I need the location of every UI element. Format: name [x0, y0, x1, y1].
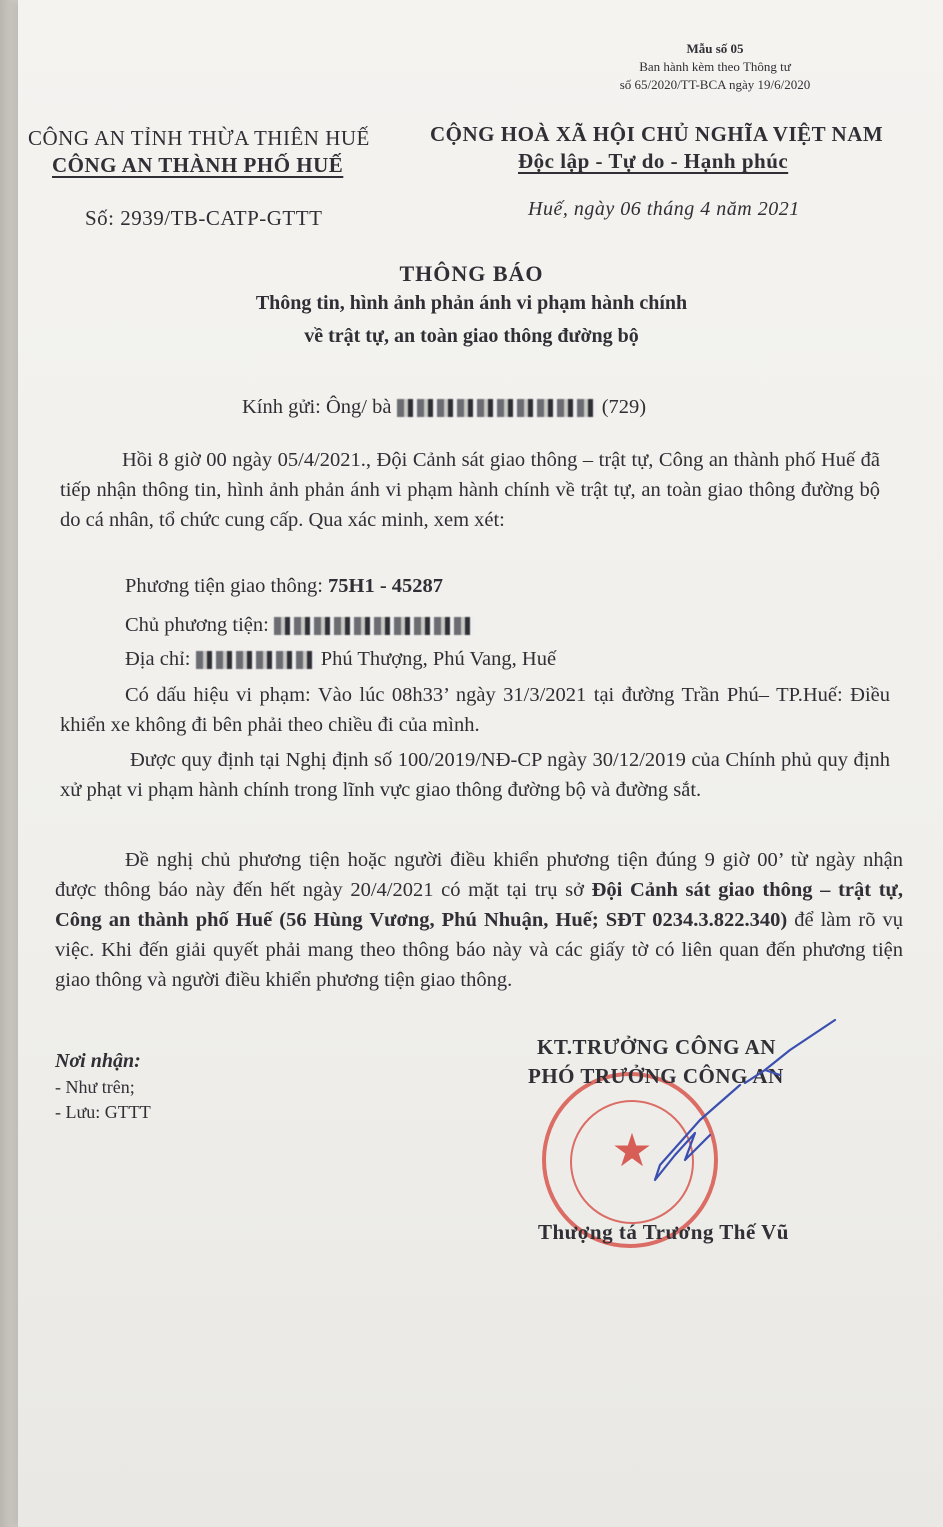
address-value: Phú Thượng, Phú Vang, Huế	[320, 648, 557, 670]
intro-paragraph: Hồi 8 giờ 00 ngày 05/4/2021., Đội Cảnh sát giao thông – trật tự, Công an thành phố Huế đã tiếp nhận thông tin, hình ảnh phản ánh vi phạm hành chính về trật tự, an toàn giao thông đường bộ do cá nhân, tổ chức cung cấp. Qua xác minh, xem xét:	[60, 449, 880, 531]
regulation-paragraph: Được quy định tại Nghị định số 100/2019/NĐ-CP ngày 30/12/2019 của Chính phủ quy định xử phạt vi phạm hành chính trong lĩnh vực giao thông đường bộ và đường sắt.	[60, 749, 890, 801]
recipients-heading: Nơi nhận:	[55, 1050, 141, 1072]
signature-title-2: PHÓ TRƯỞNG CÔNG AN	[528, 1064, 784, 1088]
document-title: THÔNG BÁO	[399, 261, 544, 286]
form-code-issued: Ban hành kèm theo Thông tư	[639, 59, 791, 74]
owner-line	[125, 614, 474, 637]
redacted-address	[196, 651, 316, 669]
redacted-name	[397, 399, 597, 417]
agency-parent: CÔNG AN TỈNH THỪA THIÊN HUẾ	[28, 126, 370, 150]
star-icon: ★	[611, 1125, 653, 1176]
request-office: Đội Cảnh sát giao thông – trật tự, Công an thành phố Huế (56 Hùng Vương, Phú Nhuận, Huế; SĐT 0234.3.822.340)	[55, 879, 903, 931]
document-subtitle-line1: Thông tin, hình ảnh phản ánh vi phạm hành chính	[255, 292, 688, 314]
redacted-owner	[274, 617, 474, 635]
handwritten-signature	[640, 1015, 860, 1185]
addressee-label: Kính gửi: Ông/ bà	[242, 396, 392, 418]
recipients	[55, 1050, 151, 1123]
vehicle-line	[125, 575, 443, 598]
agency-name-text: CÔNG AN THÀNH PHỐ HUẾ	[52, 153, 344, 177]
motto	[518, 149, 788, 174]
address-line	[125, 648, 556, 671]
request-paragraph	[55, 845, 903, 995]
agency-name	[52, 153, 343, 178]
violation-paragraph: Có dấu hiệu vi phạm: Vào lúc 08h33’ ngày 31/3/2021 tại đường Trần Phú– TP.Huế: Điều khiển xe không đi bên phải theo chiều đi của mình.	[60, 684, 890, 736]
recipient-item: - Như trên;	[55, 1077, 135, 1097]
owner-label: Chủ phương tiện:	[125, 614, 269, 636]
form-code-circular: số 65/2020/TT-BCA ngày 19/6/2020	[619, 77, 811, 92]
nation-title: CỘNG HOÀ XÃ HỘI CHỦ NGHĨA VIỆT NAM	[430, 122, 884, 146]
signature-title-1: KT.TRƯỞNG CÔNG AN	[537, 1035, 776, 1059]
request-text-2: để làm rõ vụ việc. Khi đến giải quyết phải mang theo thông báo này và các giấy tờ có liên quan đến phương tiện giao thông và người điều khiển phương tiện giao thông.	[55, 909, 903, 991]
address-label: Địa chỉ:	[125, 648, 196, 670]
document-subtitle-line2: về trật tự, an toàn giao thông đường bộ	[304, 325, 639, 347]
request-text-1: Đề nghị chủ phương tiện hoặc người điều khiển phương tiện đúng 9 giờ 00’ từ ngày nhận được thông báo này đến hết ngày 20/4/2021 có mặt tại trụ sở	[55, 849, 903, 901]
addressee-suffix: (729)	[601, 396, 647, 418]
license-plate: 75H1 - 45287	[328, 575, 444, 597]
form-code	[585, 40, 845, 94]
form-code-number: Mẫu số 05	[686, 41, 744, 56]
motto-text: Độc lập - Tự do - Hạnh phúc	[518, 149, 789, 173]
addressee	[242, 396, 646, 419]
issue-date: Huế, ngày 06 tháng 4 năm 2021	[528, 198, 800, 220]
vehicle-label: Phương tiện giao thông:	[125, 575, 329, 597]
signer-name: Thượng tá Trương Thế Vũ	[538, 1220, 789, 1244]
document-number: Số: 2939/TB-CATP-GTTT	[85, 206, 323, 230]
recipient-item: - Lưu: GTTT	[55, 1102, 151, 1122]
page-edge	[0, 0, 18, 1527]
